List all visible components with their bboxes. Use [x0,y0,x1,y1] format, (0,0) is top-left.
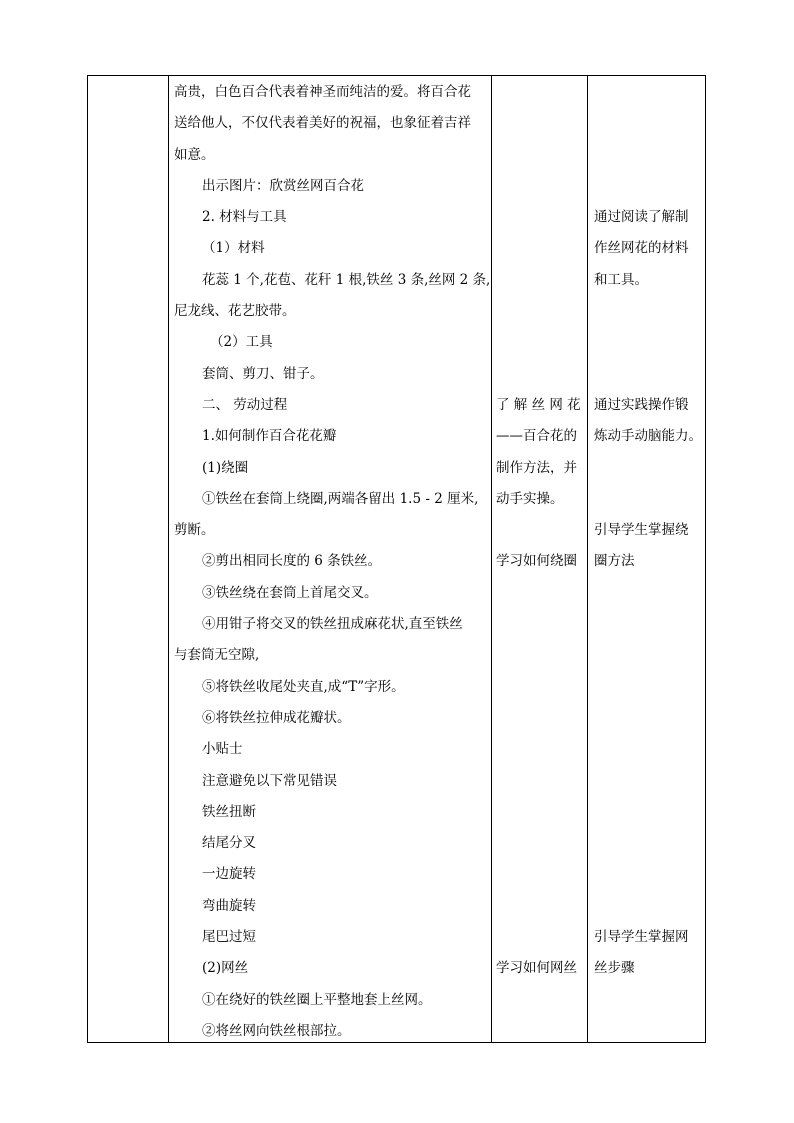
content-line: （2）工具 [210,334,273,350]
intent-line: 丝步骤 [594,960,635,976]
content-line: ④用钳子将交叉的铁丝扭成麻花状,直至铁丝 [202,616,463,632]
content-line: 一边旋转 [202,866,256,882]
content-line: 出示图片：欣赏丝网百合花 [202,178,364,194]
content-line: 2. 材料与工具 [202,209,287,225]
stage-column [88,76,168,1042]
content-line: 小贴士 [202,741,243,757]
intent-line: 引导学生掌握绕 [594,522,689,538]
intent-line: 圈方法 [594,553,635,569]
lesson-table [87,75,706,1043]
content-line: (2)网丝 [202,960,249,976]
intent-line: 通过阅读了解制 [594,209,689,225]
content-line: 送给他人，不仅代表着美好的祝福，也象征着吉祥 [174,115,471,131]
intent-line: 通过实践操作锻 [594,397,689,413]
content-line: ⑤将铁丝收尾处夹直,成“T”字形。 [202,679,405,695]
content-line: ②将丝网向铁丝根部拉。 [202,1023,351,1039]
content-line: 如意。 [174,147,215,163]
content-line: 尾巴过短 [202,929,256,945]
content-column [168,76,491,1042]
content-line: 铁丝扭断 [202,804,256,820]
student-line: 学习如何网丝 [496,960,577,976]
content-line: ⑥将铁丝拉伸成花瓣状。 [202,710,351,726]
content-line: 尼龙线、花艺胶带。 [174,303,296,319]
content-line: (1)绕圈 [202,460,249,476]
content-line: 套筒、剪刀、钳子。 [202,366,324,382]
content-line: 高贵，白色百合代表着神圣而纯洁的爱。将百合花 [174,84,471,100]
content-line: 1.如何制作百合花花瓣 [202,428,337,444]
content-line: 与套筒无空隙, [174,647,260,663]
content-line: （1）材料 [202,240,265,256]
content-line: 弯曲旋转 [202,898,256,914]
content-line: ②剪出相同长度的 6 条铁丝。 [202,553,382,569]
content-line: 结尾分叉 [202,835,256,851]
content-line: ①铁丝在套筒上绕圈,两端各留出 1.5 - 2 厘米, [202,491,479,507]
student-activity-column [491,76,587,1042]
student-line: 了 解 丝 网 花 [496,397,581,413]
content-line: 花蕊 1 个,花苞、花秆 1 根,铁丝 3 条,丝网 2 条, [202,272,491,288]
design-intent-column [587,76,707,1042]
student-line: ——百合花的 [496,428,577,444]
student-line: 学习如何绕圈 [496,553,577,569]
intent-line: 引导学生掌握网 [594,929,689,945]
content-line: 剪断。 [174,522,215,538]
content-line: 二、 劳动过程 [202,397,288,413]
intent-line: 和工具。 [594,272,648,288]
student-line: 制作方法，并 [496,460,577,476]
content-line: 注意避免以下常见错误 [202,773,337,789]
student-line: 动手实操。 [496,491,564,507]
content-line: ①在绕好的铁丝圈上平整地套上丝网。 [202,992,432,1008]
intent-line: 炼动手动脑能力。 [594,428,702,444]
content-line: ③铁丝绕在套筒上首尾交叉。 [202,585,378,601]
intent-line: 作丝网花的材料 [594,240,689,256]
